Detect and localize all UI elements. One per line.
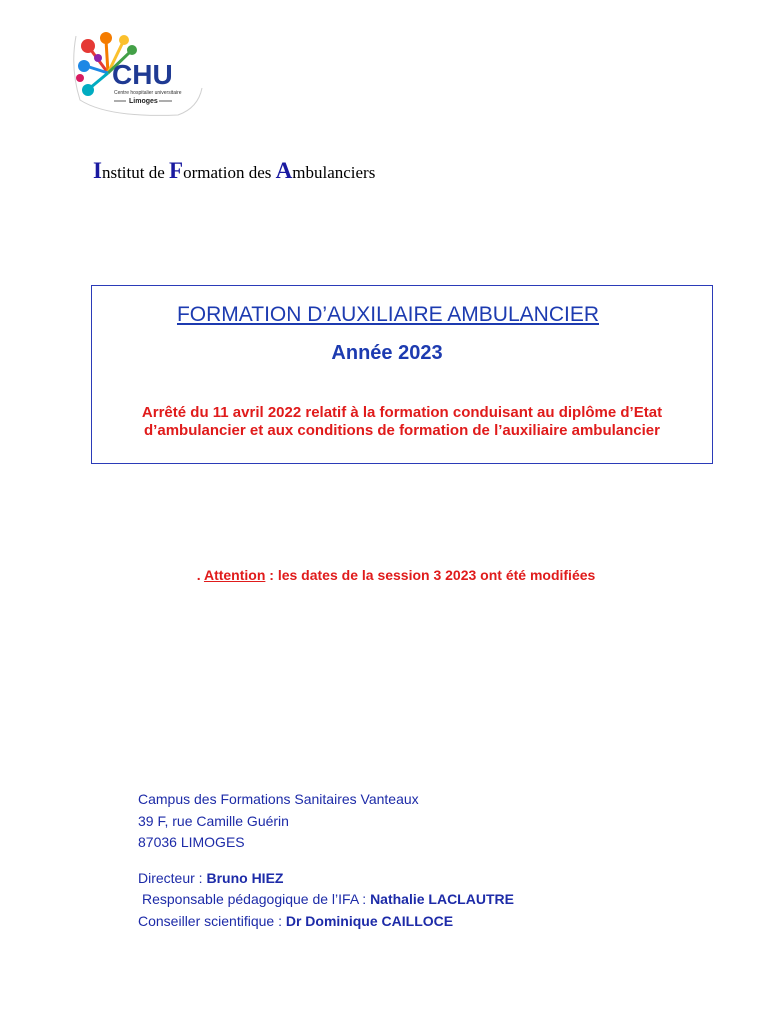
institute-initial-f: F	[169, 158, 184, 183]
chu-logo-graphic	[68, 18, 208, 118]
advisor-name: Dr Dominique CAILLOCE	[285, 912, 454, 929]
director-line	[138, 868, 514, 890]
contact-block	[138, 789, 514, 932]
document-year: Année 2023	[331, 342, 443, 364]
address-line-3: 87036 LIMOGES	[138, 834, 245, 850]
institute-word-2: ormation des	[183, 163, 276, 182]
notice-text: : les dates de la session 3 2023 ont été modifiées	[265, 567, 596, 583]
attention-notice	[0, 567, 768, 583]
institute-word-1: nstitut de	[101, 163, 170, 182]
advisor-line	[138, 911, 514, 933]
address-line-2: 39 F, rue Camille Guérin	[138, 812, 289, 829]
responsible-label: Responsable pédagogique de l’IFA :	[142, 891, 371, 907]
institute-word-3: mbulanciers	[292, 163, 376, 182]
decree-line-2: d’ambulancier et aux conditions de formation de l’auxiliaire ambulancier	[144, 422, 660, 439]
document-title: FORMATION D’AUXILIAIRE AMBULANCIER	[176, 303, 599, 326]
title-box	[91, 285, 713, 464]
decree-text	[102, 404, 702, 440]
logo-subtitle: Centre hospitalier universitaire	[114, 90, 182, 96]
advisor-label: Conseiller scientifique :	[138, 912, 286, 929]
institute-initial-i: I	[93, 158, 102, 183]
responsible-line	[138, 889, 514, 911]
director-name: Bruno HIEZ	[206, 869, 284, 886]
logo-brand-text: CHU	[112, 59, 173, 90]
institute-initial-a: A	[275, 158, 293, 183]
notice-prefix: .	[196, 567, 204, 583]
notice-label: Attention	[203, 567, 266, 583]
decree-line-1: Arrêté du 11 avril 2022 relatif à la formation conduisant au diplôme d’Etat	[141, 404, 663, 421]
logo-city: Limoges	[129, 98, 158, 105]
chu-logo	[68, 18, 208, 118]
institute-name	[93, 158, 375, 184]
director-label: Directeur :	[138, 869, 207, 886]
address-line-1: Campus des Formations Sanitaires Vanteaux	[138, 791, 419, 807]
responsible-name: Nathalie LACLAUTRE	[370, 891, 514, 907]
